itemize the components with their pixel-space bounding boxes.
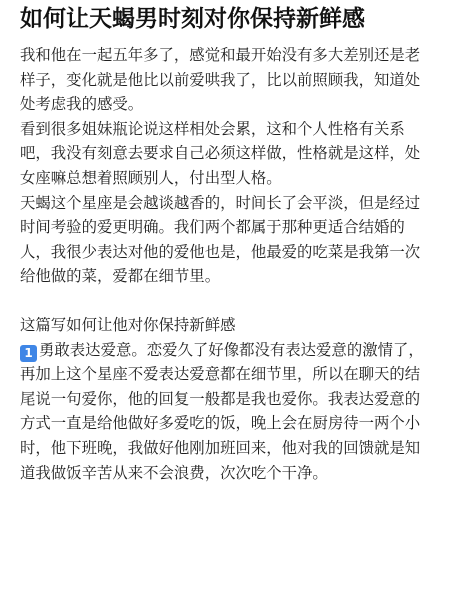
article-title: 如何让天蝎男时刻对你保持新鲜感 (20, 6, 365, 32)
section-heading: 这篇写如何让他对你保持新鲜感 (20, 315, 236, 334)
paragraph-spacer (20, 289, 433, 313)
list-item-1-text: 勇敢表达爱意。恋爱久了好像都没有表达爱意的激情了，再加上这个星座不爱表达爱意都在细节里，所以在聊天的结尾说一句爱你，他的回复一般都是我也爱你。我表达爱意的方式一直是给他做好多爱吃的饭，晚上会在厨房待一两个小时，他下班晚，我做好他刚加班回来，他对我的回馈就是知道我做饭辛苦从来不会浪费，次次吃个干净。 (20, 340, 424, 482)
list-item-1 (20, 338, 433, 486)
paragraph-2: 看到很多姐妹瓶论说这样相处会累，这和个人性格有关系吧，我没有刻意去要求自己必须这样做，性格就是这样，处女座嘛总想着照顾别人，付出型人格。 (20, 119, 421, 187)
number-one-icon: 1 (20, 345, 37, 362)
paragraph-1: 我和他在一起五年多了，感觉和最开始没有多大差别还是老样子，变化就是他比以前爱哄我了，比以前照顾我，知道处处考虑我的感受。 (20, 46, 421, 114)
paragraph-3: 天蝎这个星座是会越谈越香的，时间长了会平淡，但是经过时间考验的爱更明确。我们两个都属于那种更适合结婚的人，我很少表达对他的爱他也是，他最爱的吃菜是我第一次给他做的菜，爱都在细节里。 (20, 193, 421, 286)
